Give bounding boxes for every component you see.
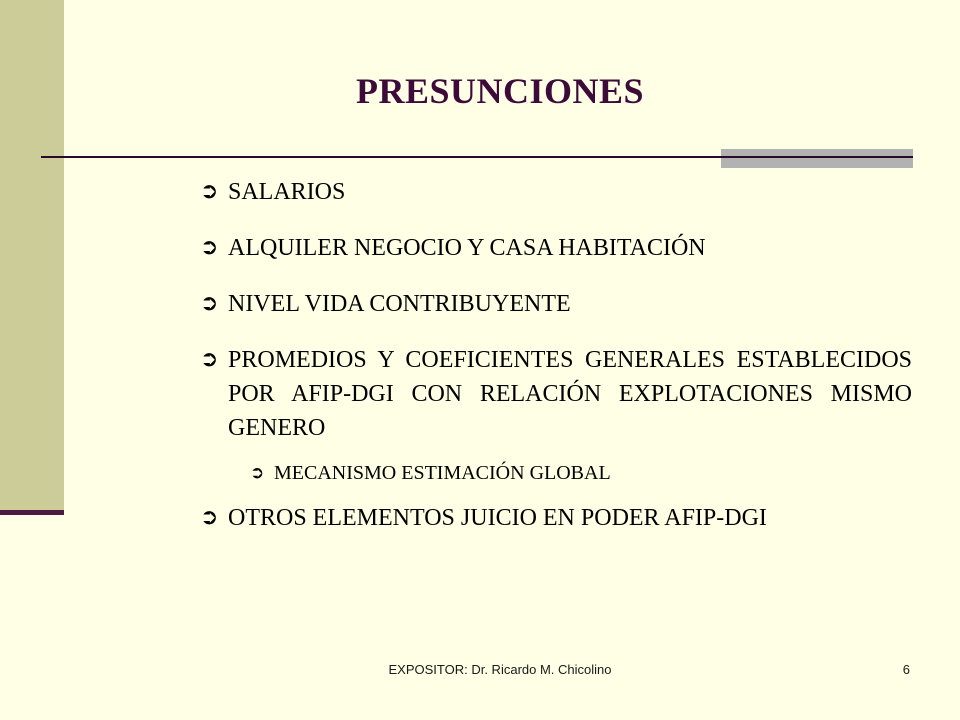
arrow-right-icon: ➲ bbox=[200, 347, 219, 372]
bullet-text: PROMEDIOS Y COEFICIENTES GENERALES ESTABLECIDOS POR AFIP-DGI CON RELACIÓN EXPLOTACIONES MISMO GENERO bbox=[228, 347, 912, 441]
arrow-right-icon: ➲ bbox=[200, 291, 219, 316]
bullet-text: ALQUILER NEGOCIO Y CASA HABITACIÓN bbox=[228, 235, 706, 261]
bullet-list bbox=[200, 175, 912, 535]
bullet-item bbox=[200, 501, 912, 535]
bullet-text: NIVEL VIDA CONTRIBUYENTE bbox=[228, 291, 571, 317]
arrow-right-icon: ➲ bbox=[200, 179, 219, 204]
bullet-item bbox=[200, 231, 912, 265]
slide-footer: EXPOSITOR: Dr. Ricardo M. Chicolino bbox=[388, 662, 612, 677]
title-divider-accent bbox=[721, 149, 913, 168]
arrow-right-icon: ➲ bbox=[200, 235, 219, 260]
arrow-right-icon: ➲ bbox=[250, 463, 265, 483]
bullet-item bbox=[200, 175, 912, 209]
slide-number: 6 bbox=[902, 662, 910, 677]
bullet-item bbox=[200, 287, 912, 321]
bullet-item bbox=[200, 343, 912, 445]
sidebar-accent-cap bbox=[0, 510, 64, 515]
bullet-text: OTROS ELEMENTOS JUICIO EN PODER AFIP-DGI bbox=[228, 505, 767, 531]
sub-bullet-text: MECANISMO ESTIMACIÓN GLOBAL bbox=[274, 462, 611, 484]
title-divider-line bbox=[721, 156, 913, 158]
bullet-text: SALARIOS bbox=[228, 179, 346, 205]
slide-title: PRESUNCIONES bbox=[355, 71, 645, 111]
arrow-right-icon: ➲ bbox=[200, 505, 219, 530]
sub-bullet-item bbox=[250, 459, 912, 487]
